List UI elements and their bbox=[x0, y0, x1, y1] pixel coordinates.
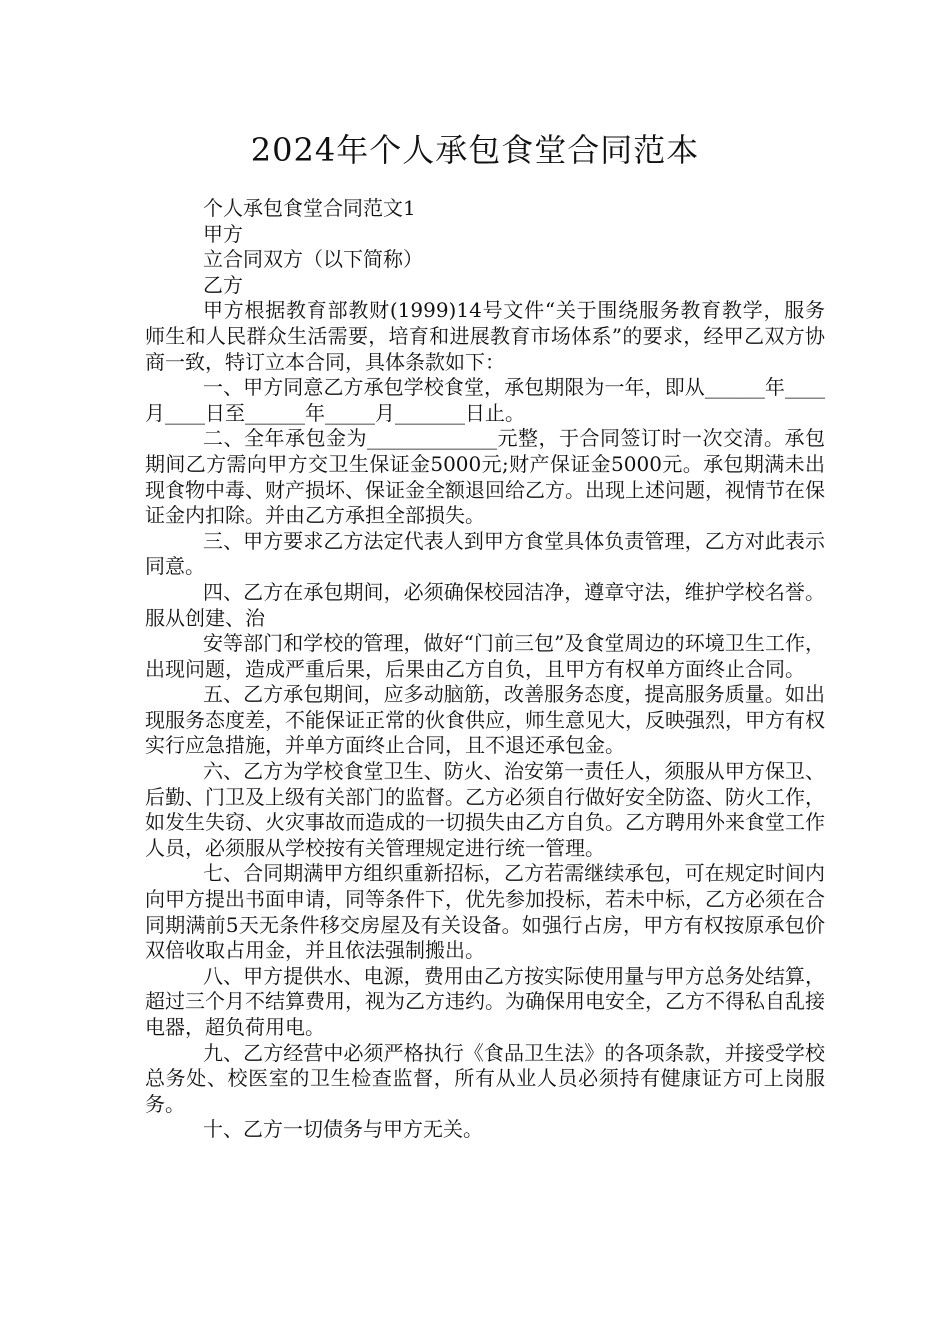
clause-10: 十、乙方一切债务与甲方无关。 bbox=[203, 1117, 483, 1142]
clause-7: 七、合同期满甲方组织重新招标，乙方若需继续承包，可在规定时间内向甲方提出书面申请，同等条件下，优先参加投标，若未中标，乙方必须在合同期满前5天无条件移交房屋及有关设备。如强行占房，甲方有权按原承包价双倍收取占用金，并且依法强制搬出。 bbox=[145, 861, 825, 963]
party-b-label: 乙方 bbox=[203, 272, 243, 297]
clause-8: 八、甲方提供水、电源，费用由乙方按实际使用量与甲方总务处结算，超过三个月不结算费用，视为乙方违约。为确保用电安全，乙方不得私自乱接电器，超负荷用电。 bbox=[145, 963, 825, 1039]
clause-4: 四、乙方在承包期间，必须确保校园洁净，遵章守法，维护学校名誉。服从创建、治 bbox=[145, 579, 825, 630]
clause-2: 二、全年承包金为_____________元整，于合同签订时一次交清。承包期间乙方需向甲方交卫生保证金5000元;财产保证金5000元。承包期满未出现食物中毒、财产损坏、保证金全额退回给乙方。出现上述问题，视情节在保证金内扣除。并由乙方承担全部损失。 bbox=[145, 426, 825, 528]
clause-4-continued: 安等部门和学校的管理，做好“门前三包”及食堂周边的环境卫生工作，出现问题，造成严重后果，后果由乙方自负，且甲方有权单方面终止合同。 bbox=[145, 631, 825, 681]
clause-6: 六、乙方为学校食堂卫生、防火、治安第一责任人，须服从甲方保卫、后勤、门卫及上级有关部门的监督。乙方必须自行做好安全防盗、防火工作，如发生失窃、火灾事故而造成的一切损失由乙方自负。乙方聘用外来食堂工作人员，必须服从学校按有关管理规定进行统一管理。 bbox=[145, 759, 825, 860]
document-title: 2024年个人承包食堂合同范本 bbox=[250, 131, 700, 169]
party-a-label: 甲方 bbox=[203, 221, 243, 246]
document-body bbox=[145, 196, 825, 1143]
document-subtitle: 个人承包食堂合同范文1 bbox=[203, 196, 416, 220]
clause-3: 三、甲方要求乙方法定代表人到甲方食堂具体负责管理，乙方对此表示同意。 bbox=[145, 528, 825, 579]
clause-5: 五、乙方承包期间，应多动脑筋，改善服务态度，提高服务质量。如出现服务态度差，不能保证正常的伙食供应，师生意见大，反映强烈，甲方有权实行应急措施，并单方面终止合同，且不退还承包金。 bbox=[145, 682, 825, 758]
parties-note: 立合同双方（以下简称） bbox=[203, 247, 423, 272]
clause-1: 一、甲方同意乙方承包学校食堂，承包期限为一年，即从______年____月____日至______年_____月_______日止。 bbox=[145, 375, 825, 425]
preamble-paragraph: 甲方根据教育部教财(1999)14号文件“关于围绕服务教育教学，服务师生和人民群众生活需要，培育和进展教育市场体系”的要求，经甲乙双方协商一致，特订立本合同，具体条款如下： bbox=[145, 298, 825, 374]
clause-9: 九、乙方经营中必须严格执行《食品卫生法》的各项条款，并接受学校总务处、校医室的卫生检查监督，所有从业人员必须持有健康证方可上岗服务。 bbox=[145, 1040, 825, 1116]
